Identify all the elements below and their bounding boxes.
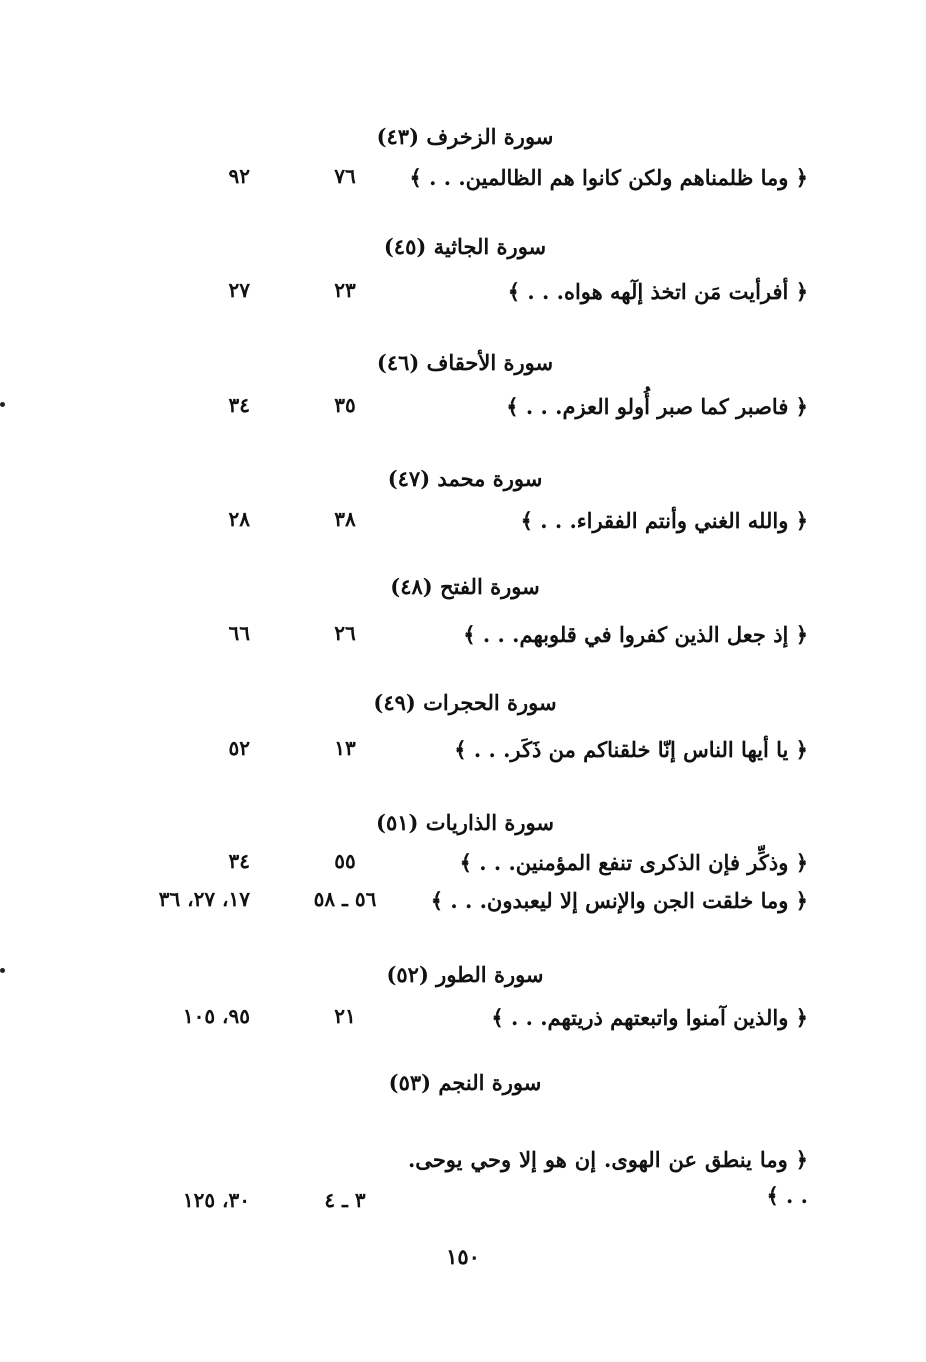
surah-heading: سورة الذاريات (٥١) [376, 810, 554, 835]
surah-heading: سورة النجم (٥٣) [388, 1070, 542, 1095]
scan-mark [0, 402, 5, 407]
verse-text: ﴿ وذكِّر فإن الذكرى تنفع المؤمنين. . . ﴾ [459, 850, 808, 875]
verse-number: ٢٣ [334, 278, 356, 302]
page-references: ٢٧ [228, 278, 250, 302]
verse-text: ﴿ وما ينطق عن الهوى. إن هو إلا وحي يوحى. . . ﴾ [408, 1147, 808, 1208]
verse-text: ﴿ والذين آمنوا واتبعتهم ذريتهم. . . ﴾ [491, 1005, 808, 1030]
scan-mark [0, 968, 5, 973]
verse-text: ﴿ إذ جعل الذين كفروا في قلوبهم. . . ﴾ [463, 622, 808, 647]
page-references: ٦٦ [228, 621, 250, 645]
verse-text: ﴿ وما ظلمناهم ولكن كانوا هم الظالمين. . . ﴾ [409, 165, 808, 190]
verse-text: ﴿ والله الغني وأنتم الفقراء. . . ﴾ [520, 508, 808, 533]
page-references: ٣٠، ١٢٥ [182, 1188, 250, 1212]
page-references: ٢٨ [228, 507, 250, 531]
surah-heading: سورة الفتح (٤٨) [390, 574, 540, 599]
verse-number: ٣٥ [334, 393, 356, 417]
verse-text: ﴿ أفرأيت مَن اتخذ إلٓهه هواه. . . ﴾ [507, 279, 808, 304]
verse-number: ٧٦ [334, 164, 356, 188]
page-references: ٣٤ [228, 393, 250, 417]
surah-heading: سورة الطور (٥٢) [386, 962, 544, 987]
verse-number: ١٣ [334, 736, 356, 760]
page-references: ٣٤ [228, 849, 250, 873]
surah-heading: سورة الجاثية (٤٥) [383, 234, 547, 259]
surah-heading: سورة الزخرف (٤٣) [376, 124, 554, 149]
page-references: ٩٢ [228, 164, 250, 188]
verse-number: ٣٨ [334, 507, 356, 531]
verse-text: ﴿ يا أيها الناس إنّا خلقناكم من ذَكَر. . . ﴾ [454, 737, 808, 762]
page-references: ١٧، ٢٧، ٣٦ [158, 887, 250, 911]
verse-number: ٥٥ [334, 849, 356, 873]
verse-number: ٣ ـ ٤ [324, 1188, 366, 1212]
surah-heading: سورة الحجرات (٤٩) [373, 690, 557, 715]
verse-text: ﴿ فاصبر كما صبر أُولو العزم. . . ﴾ [506, 394, 808, 419]
surah-heading: سورة محمد (٤٧) [387, 466, 543, 491]
page-number: ١٥٠ [446, 1244, 480, 1269]
surah-heading: سورة الأحقاف (٤٦) [376, 350, 554, 375]
verse-text: ﴿ وما خلقت الجن والإنس إلا ليعبدون. . . ﴾ [430, 888, 808, 913]
page-references: ٥٢ [228, 736, 250, 760]
verse-number: ٥٦ ـ ٥٨ [313, 887, 377, 911]
verse-number: ٢١ [334, 1004, 356, 1028]
page-references: ٩٥، ١٠٥ [182, 1004, 250, 1028]
verse-number: ٢٦ [334, 621, 356, 645]
